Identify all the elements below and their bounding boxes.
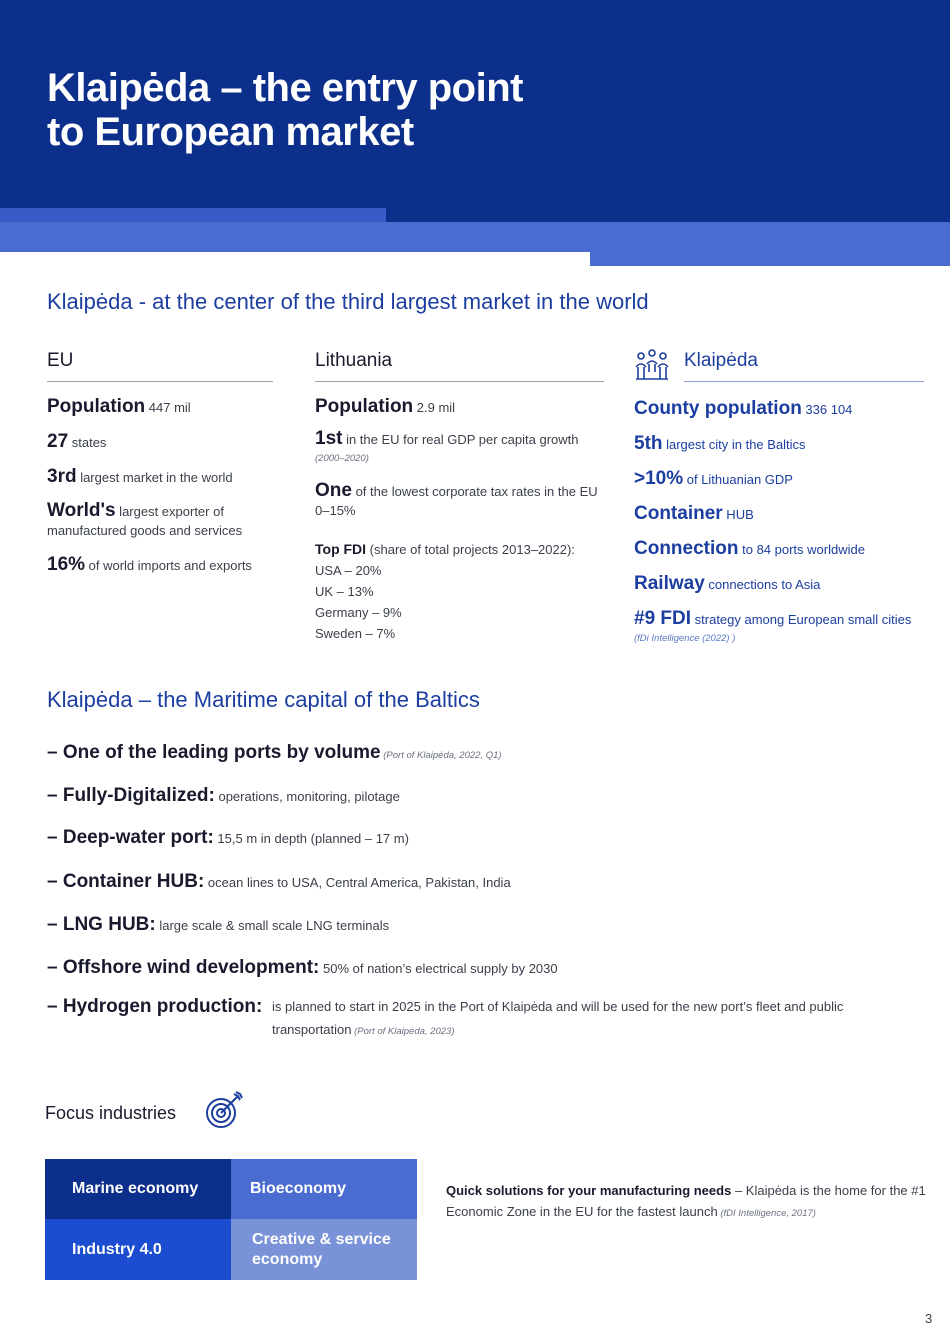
eu-stat: 27 states: [47, 431, 107, 452]
eu-stat: World's largest exporter of manufactured goods and services: [47, 500, 243, 538]
maritime-item: – Fully-Digitalized: operations, monitoring, pilotage: [47, 785, 400, 806]
eu-stat: 16% of world imports and exports: [47, 554, 252, 575]
header-stripe: [0, 208, 386, 222]
maritime-item: – Container HUB: ocean lines to USA, Central America, Pakistan, India: [47, 871, 511, 892]
klaipeda-stat: Container HUB: [634, 503, 754, 524]
klaipeda-stat: County population 336 104: [634, 398, 853, 419]
maritime-item: – Hydrogen production:: [47, 996, 263, 1017]
klaipeda-stat: >10% of Lithuanian GDP: [634, 468, 793, 489]
page-number: 3: [925, 1311, 933, 1326]
industry-tile-marine: Marine economy: [45, 1159, 231, 1219]
section-title-market: Klaipėda - at the center of the third largest market in the world: [47, 289, 649, 314]
lithuania-stat: 1st in the EU for real GDP per capita growth (2000–2020): [315, 428, 579, 464]
eu-stat: Population 447 mil: [47, 396, 191, 417]
header-stripe: [0, 222, 950, 252]
klaipeda-stat: Railway connections to Asia: [634, 573, 821, 594]
klaipeda-stat: 5th largest city in the Baltics: [634, 433, 806, 454]
people-group-icon: [634, 347, 670, 383]
focus-industries-title: Focus industries: [45, 1103, 177, 1123]
section-title-maritime: Klaipėda – the Maritime capital of the Baltics: [47, 687, 480, 712]
hydrogen-description: is planned to start in 2025 in the Port of Klaipėda and will be used for the new port’s fleet and public transportation (Port of Klaipėda, 2023): [272, 999, 844, 1037]
page-title: Klaipėda – the entry point to European market: [47, 66, 523, 154]
lithuania-stat: Population 2.9 mil: [315, 396, 456, 417]
lithuania-stat: One of the lowest corporate tax rates in the EU 0–15%: [315, 480, 598, 518]
maritime-item: – Deep-water port: 15,5 m in depth (planned – 17 m): [47, 827, 409, 848]
target-icon: [204, 1090, 246, 1130]
header-stripe: [590, 252, 950, 266]
eu-heading: EU: [47, 350, 273, 382]
lithuania-heading: Lithuania: [315, 350, 604, 382]
lithuania-fdi: Top FDI (share of total projects 2013–2022): USA – 20% UK – 13% Germany – 9% Sweden – 7%: [315, 541, 575, 641]
eu-stat: 3rd largest market in the world: [47, 466, 233, 487]
industry-tile-bioeconomy: Bioeconomy: [231, 1159, 417, 1219]
maritime-item: – LNG HUB: large scale & small scale LNG terminals: [47, 914, 390, 935]
klaipeda-stat: #9 FDI strategy among European small cities (fDi Intelligence (2022) ): [634, 608, 912, 644]
klaipeda-heading: Klaipėda: [684, 350, 924, 382]
quick-solutions-text: Quick solutions for your manufacturing needs – Klaipėda is the home for the #1 Economic Zone in the EU for the fastest launch (fDI Intelligence, 2017): [446, 1183, 926, 1219]
maritime-item: – One of the leading ports by volume (Port of Klaipėda, 2022, Q1): [47, 742, 502, 763]
industry-tile-creative: Creative & service economy: [231, 1219, 417, 1280]
maritime-item: – Offshore wind development: 50% of nation’s electrical supply by 2030: [47, 957, 558, 978]
industry-tile-industry40: Industry 4.0: [45, 1219, 231, 1280]
klaipeda-stat: Connection to 84 ports worldwide: [634, 538, 865, 559]
